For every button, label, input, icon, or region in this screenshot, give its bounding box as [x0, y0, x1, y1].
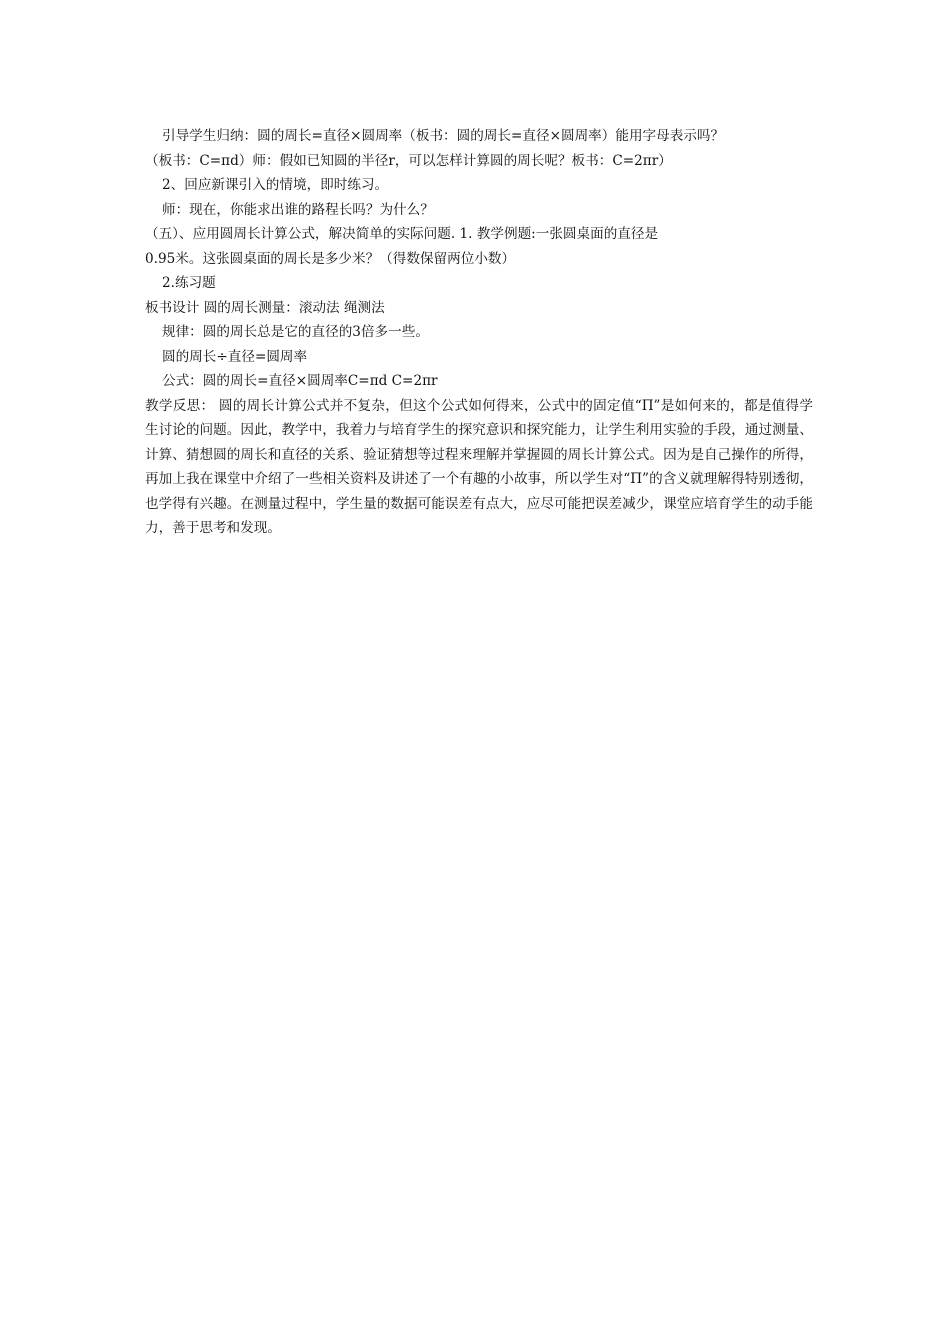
text-line: 2、回应新课引入的情境，即时练习。: [162, 177, 389, 193]
text-line: 师：现在，你能求出谁的路程长吗？为什么？: [162, 201, 434, 218]
text-line: 2.练习题: [162, 275, 216, 291]
text-line: 0.95米。这张圆桌面的周长是多少米？（得数保留两位小数）: [145, 250, 516, 267]
text-line: （板书：C=πd）师：假如已知圆的半径r，可以怎样计算圆的周长呢？板书：C=2πr）: [145, 152, 672, 169]
reflection-paragraph: 教学反思： 圆的周长计算公式并不复杂，但这个公式如何得来，公式中的固定值“Π”是如何来的，都是值得学生讨论的问题。因此，教学中，我着力与培育学生的探究意识和探究能力，让学生利用实验的手段，通过测量、计算、猜想圆的周长和直径的关系、验证猜想等过程来理解并掌握圆的周长计算公式。因为是自己操作的所得，再加上我在课堂中介绍了一些相关资料及讲述了一个有趣的小故事，所以学生对“Π”的含义就理解得特别透彻，也学得有兴趣。在测量过程中，学生量的数据可能误差有点大，应尽可能把误差减少，课堂应培育学生的动手能力，善于思考和发现。: [145, 397, 813, 536]
text-line: 规律：圆的周长总是它的直径的3倍多一些。: [162, 324, 429, 340]
text-line: 板书设计 圆的周长测量：滚动法 绳测法: [145, 299, 385, 316]
text-line: 公式：圆的周长=直径×圆周率C=πd C=2πr: [162, 373, 438, 389]
document-body: [145, 124, 813, 541]
text-line: 圆的周长÷直径=圆周率: [162, 348, 308, 365]
text-line: （五）、应用圆周长计算公式，解决简单的实际问题. 1. 教学例题:一张圆桌面的直径是: [145, 226, 659, 242]
text-line: 引导学生归纳：圆的周长=直径×圆周率（板书：圆的周长=直径×圆周率）能用字母表示吗？: [162, 128, 725, 144]
